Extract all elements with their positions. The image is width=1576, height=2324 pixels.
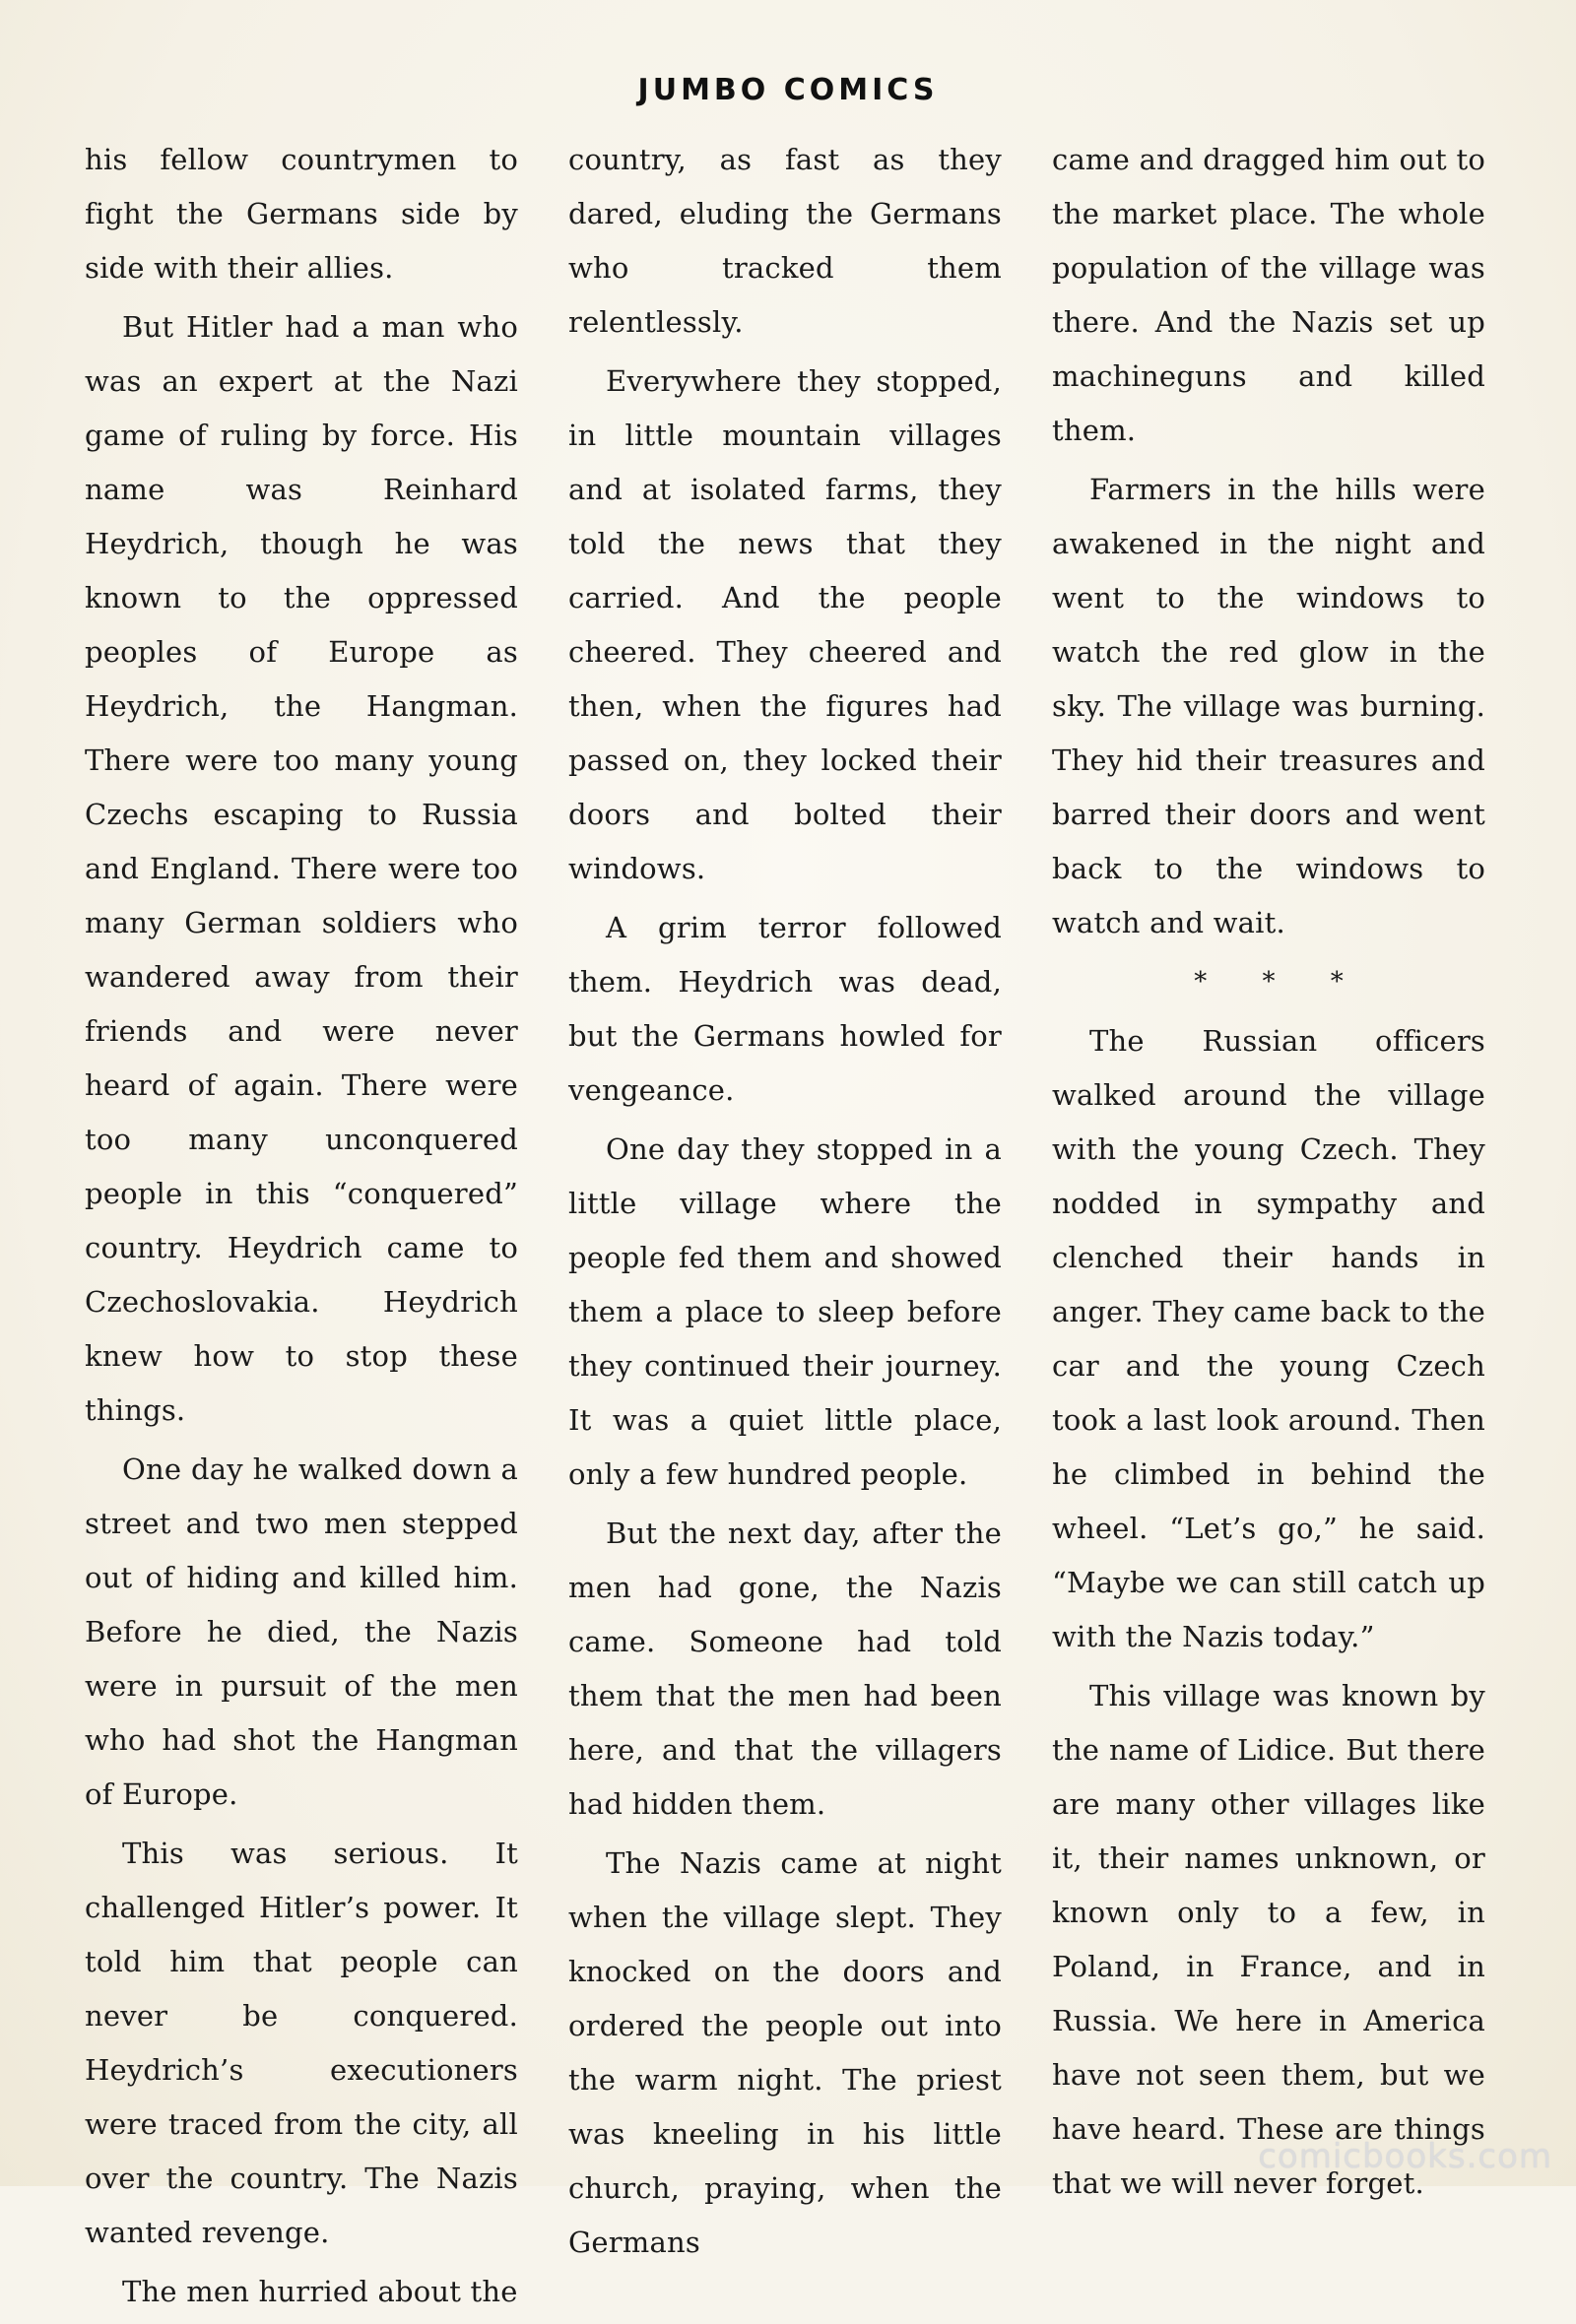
column-1 bbox=[85, 133, 518, 2324]
page-header: JUMBO COMICS bbox=[637, 73, 939, 107]
section-separator: * * * bbox=[1194, 967, 1367, 997]
paragraph: One day they stopped in a little village where the people fed them and showed them a place to sleep before they continued their journey. It was a quiet little place, only a few hundred people. bbox=[568, 1132, 1002, 1491]
paragraph: A grim terror followed them. Heydrich was dead, but the Germans howled for vengeance. bbox=[568, 911, 1002, 1107]
paragraph: But the next day, after the men had gone, the Nazis came. Someone had told them that the men had been here, and that the villagers had hidden them. bbox=[568, 1517, 1002, 1821]
paragraph: This village was known by the name of Lidice. But there are many other villages like it, their names unknown, or known only to a few, in Poland, in France, and in Russia. We here in America have not seen them, but we have heard. These are things that we will never forget. bbox=[1052, 1679, 1485, 2200]
paragraph: came and dragged him out to the market place. The whole population of the village was there. And the Nazis set up machineguns and killed them. bbox=[1052, 143, 1485, 447]
paragraph: The men hurried about the bbox=[122, 2275, 518, 2308]
paragraph: The Nazis came at night when the village slept. They knocked on the doors and ordered the people out into the warm night. The priest was kneeling in his little church, praying, when the Germans bbox=[568, 1846, 1002, 2259]
paragraph: This was serious. It challenged Hitler’s power. It told him that people can never be conquered. Heydrich’s executioners were traced from the city, all over the country. The Nazis wanted revenge. bbox=[85, 1837, 518, 2249]
column-3 bbox=[1052, 133, 1485, 2216]
paragraph: country, as fast as they dared, eluding the Germans who tracked them relentlessly. bbox=[568, 143, 1002, 339]
paragraph: Everywhere they stopped, in little mountain villages and at isolated farms, they told the news that they carried. And the people cheered. They cheered and then, when the figures had passed on, they locked their doors and bolted their windows. bbox=[568, 364, 1002, 885]
paragraph: But Hitler had a man who was an expert at the Nazi game of ruling by force. His name was Reinhard Heydrich, though he was known to the oppressed peoples of Europe as Heydrich, the Hangman. There were too many young Czechs escaping to Russia and England. There were too many German soldiers who wandered away from their friends and were never heard of again. There were too many unconquered people in this “conquered” country. Heydrich came to Czechoslovakia. Heydrich knew how to stop these things. bbox=[85, 310, 518, 1427]
paragraph: Farmers in the hills were awakened in the night and went to the windows to watch the red glow in the sky. The village was burning. They hid their treasures and barred their doors and went back to the windows to watch and wait. bbox=[1052, 473, 1485, 939]
column-2 bbox=[568, 133, 1002, 2275]
site-watermark: comicbooks.com bbox=[1258, 2137, 1552, 2176]
paragraph: his fellow countrymen to fight the Germans side by side with their allies. bbox=[85, 143, 518, 285]
paragraph: The Russian officers walked around the village with the young Czech. They nodded in sympathy and clenched their hands in anger. They came back to the car and the young Czech took a last look around. Then he climbed in behind the wheel. “Let’s go,” he said. “Maybe we can still catch up with the Nazis today.” bbox=[1052, 1024, 1485, 1653]
paragraph: One day he walked down a street and two men stepped out of hiding and killed him. Before he died, the Nazis were in pursuit of the men who had shot the Hangman of Europe. bbox=[85, 1452, 518, 1811]
